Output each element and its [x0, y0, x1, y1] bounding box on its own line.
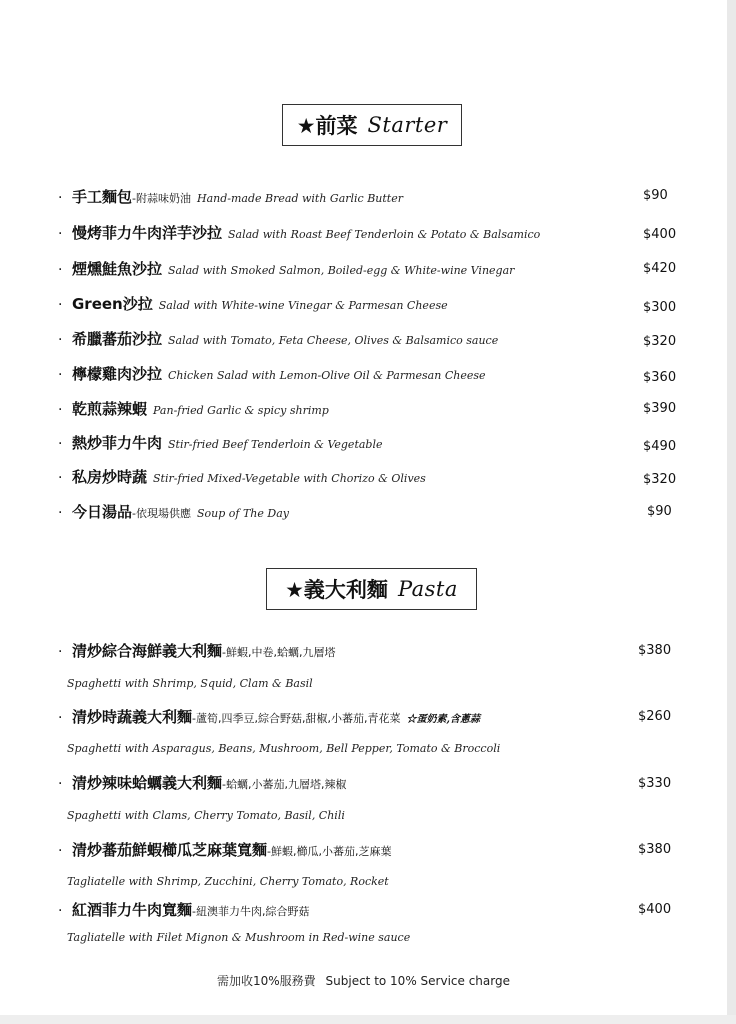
bullet: ·: [58, 332, 63, 348]
item-name-en: Soup of The Day: [197, 507, 289, 520]
item-name-zh: 慢烤菲力牛肉洋芋沙拉: [72, 224, 223, 242]
menu-item: [58, 328, 678, 350]
item-price: $380: [638, 643, 672, 658]
bullet: ·: [58, 297, 63, 313]
bullet: ·: [58, 776, 63, 792]
item-name-en: Salad with White-wine Vinegar & Parmesan Cheese: [158, 299, 448, 312]
section-title-en: Starter: [367, 113, 448, 137]
item-name-en: Stir-fried Mixed-Vegetable with Chorizo & Olives: [153, 472, 426, 485]
item-price: $400: [638, 902, 672, 917]
item-name-zh: 清炒綜合海鮮義大利麵: [72, 642, 223, 660]
item-name-zh: 手工麵包: [72, 188, 133, 206]
item-note-zh: -鮮蝦,櫛瓜,小蕃茄,芝麻葉: [267, 845, 392, 858]
vegetarian-note: ☆蛋奶素,含蔥蒜: [406, 714, 480, 725]
item-price: $400: [643, 227, 677, 242]
section-title-zh: ★義大利麵: [285, 578, 388, 602]
item-name-en: Spaghetti with Asparagus, Beans, Mushroom, Bell Pepper, Tomato & Broccoli: [67, 742, 501, 755]
item-name-zh: 熱炒菲力牛肉: [72, 434, 163, 452]
item-name-zh: 私房炒時蔬: [72, 468, 148, 486]
bullet: ·: [58, 843, 63, 859]
item-price: $90: [643, 188, 668, 203]
item-note-zh: -依現場供應: [132, 507, 191, 520]
item-name-zh: 清炒蕃茄鮮蝦櫛瓜芝麻葉寬麵: [72, 841, 268, 859]
menu-item: [58, 186, 678, 208]
bullet: ·: [58, 505, 63, 521]
item-name-en: Tagliatelle with Shrimp, Zucchini, Cherry Tomato, Rocket: [67, 875, 389, 888]
item-name-zh: 希臘蕃茄沙拉: [72, 330, 163, 348]
item-name-zh: 今日湯品: [72, 503, 133, 521]
bullet: ·: [58, 710, 63, 726]
item-name-en: Spaghetti with Shrimp, Squid, Clam & Basil: [67, 677, 313, 690]
starter-section-title: [282, 104, 462, 146]
bullet: ·: [58, 190, 63, 206]
item-name-zh: 紅酒菲力牛肉寬麵: [72, 901, 193, 919]
menu-item: [58, 363, 678, 385]
item-name-en: Spaghetti with Clams, Cherry Tomato, Basil, Chili: [67, 809, 345, 822]
item-price: $300: [643, 300, 677, 315]
menu-item: [58, 432, 678, 454]
bullet: ·: [58, 436, 63, 452]
item-name-zh: 乾煎蒜辣蝦: [72, 400, 148, 418]
bullet: ·: [58, 402, 63, 418]
page-edge: [0, 1015, 736, 1024]
item-price: $320: [643, 334, 677, 349]
item-note-zh: -蘆筍,四季豆,綜合野菇,甜椒,小蕃茄,青花菜: [192, 712, 401, 725]
bullet: ·: [58, 262, 63, 278]
item-name-zh: 清炒辣味蛤蠣義大利麵: [72, 774, 223, 792]
item-note-zh: -鮮蝦,中卷,蛤蠣,九層塔: [222, 646, 336, 659]
menu-item: [58, 466, 678, 488]
item-note-zh: -紐澳菲力牛肉,綜合野菇: [192, 905, 310, 918]
item-price: $90: [647, 504, 672, 519]
bullet: ·: [58, 226, 63, 242]
item-name-en: Stir-fried Beef Tenderloin & Vegetable: [168, 438, 383, 451]
item-name-en: Chicken Salad with Lemon-Olive Oil & Parmesan Cheese: [168, 369, 486, 382]
bullet: ·: [58, 903, 63, 919]
pasta-section-title: [266, 568, 477, 610]
item-name-en: Hand-made Bread with Garlic Butter: [197, 192, 403, 205]
service-charge-zh: 需加收10%服務費: [217, 974, 316, 988]
item-name-zh: Green沙拉: [72, 295, 153, 313]
item-name-en: Salad with Roast Beef Tenderloin & Potato & Balsamico: [228, 228, 541, 241]
bullet: ·: [58, 470, 63, 486]
menu-item: [58, 899, 678, 921]
menu-item: [58, 222, 678, 244]
item-name-en: Tagliatelle with Filet Mignon & Mushroom in Red-wine sauce: [67, 931, 411, 944]
item-note-zh: -蛤蠣,小蕃茄,九層塔,辣椒: [222, 778, 347, 791]
item-name-en: Salad with Tomato, Feta Cheese, Olives & Balsamico sauce: [168, 334, 499, 347]
menu-item: [58, 501, 678, 523]
page-edge: [727, 0, 736, 1024]
bullet: ·: [58, 367, 63, 383]
item-price: $420: [643, 261, 677, 276]
item-name-en: Salad with Smoked Salmon, Boiled-egg & White-wine Vinegar: [168, 264, 515, 277]
item-name-en: Pan-fried Garlic & spicy shrimp: [153, 404, 329, 417]
item-price: $320: [643, 472, 677, 487]
menu-item: [58, 640, 678, 662]
item-name-zh: 清炒時蔬義大利麵: [72, 708, 193, 726]
section-title-zh: ★前菜: [296, 114, 358, 138]
item-price: $330: [638, 776, 672, 791]
item-price: $390: [643, 401, 677, 416]
menu-item: [58, 293, 678, 315]
item-price: $260: [638, 709, 672, 724]
menu-item: [58, 839, 678, 861]
menu-item: [58, 706, 678, 728]
menu-item: [58, 258, 678, 280]
section-title-en: Pasta: [397, 577, 458, 601]
bullet: ·: [58, 644, 63, 660]
item-price: $380: [638, 842, 672, 857]
service-charge-note: [0, 972, 727, 989]
item-name-zh: 檸檬雞肉沙拉: [72, 365, 163, 383]
service-charge-en: Subject to 10% Service charge: [325, 974, 510, 988]
menu-item: [58, 398, 678, 420]
item-name-zh: 煙燻鮭魚沙拉: [72, 260, 163, 278]
item-note-zh: -附蒜味奶油: [132, 192, 191, 205]
menu-item: [58, 772, 678, 794]
item-price: $490: [643, 439, 677, 454]
item-price: $360: [643, 370, 677, 385]
